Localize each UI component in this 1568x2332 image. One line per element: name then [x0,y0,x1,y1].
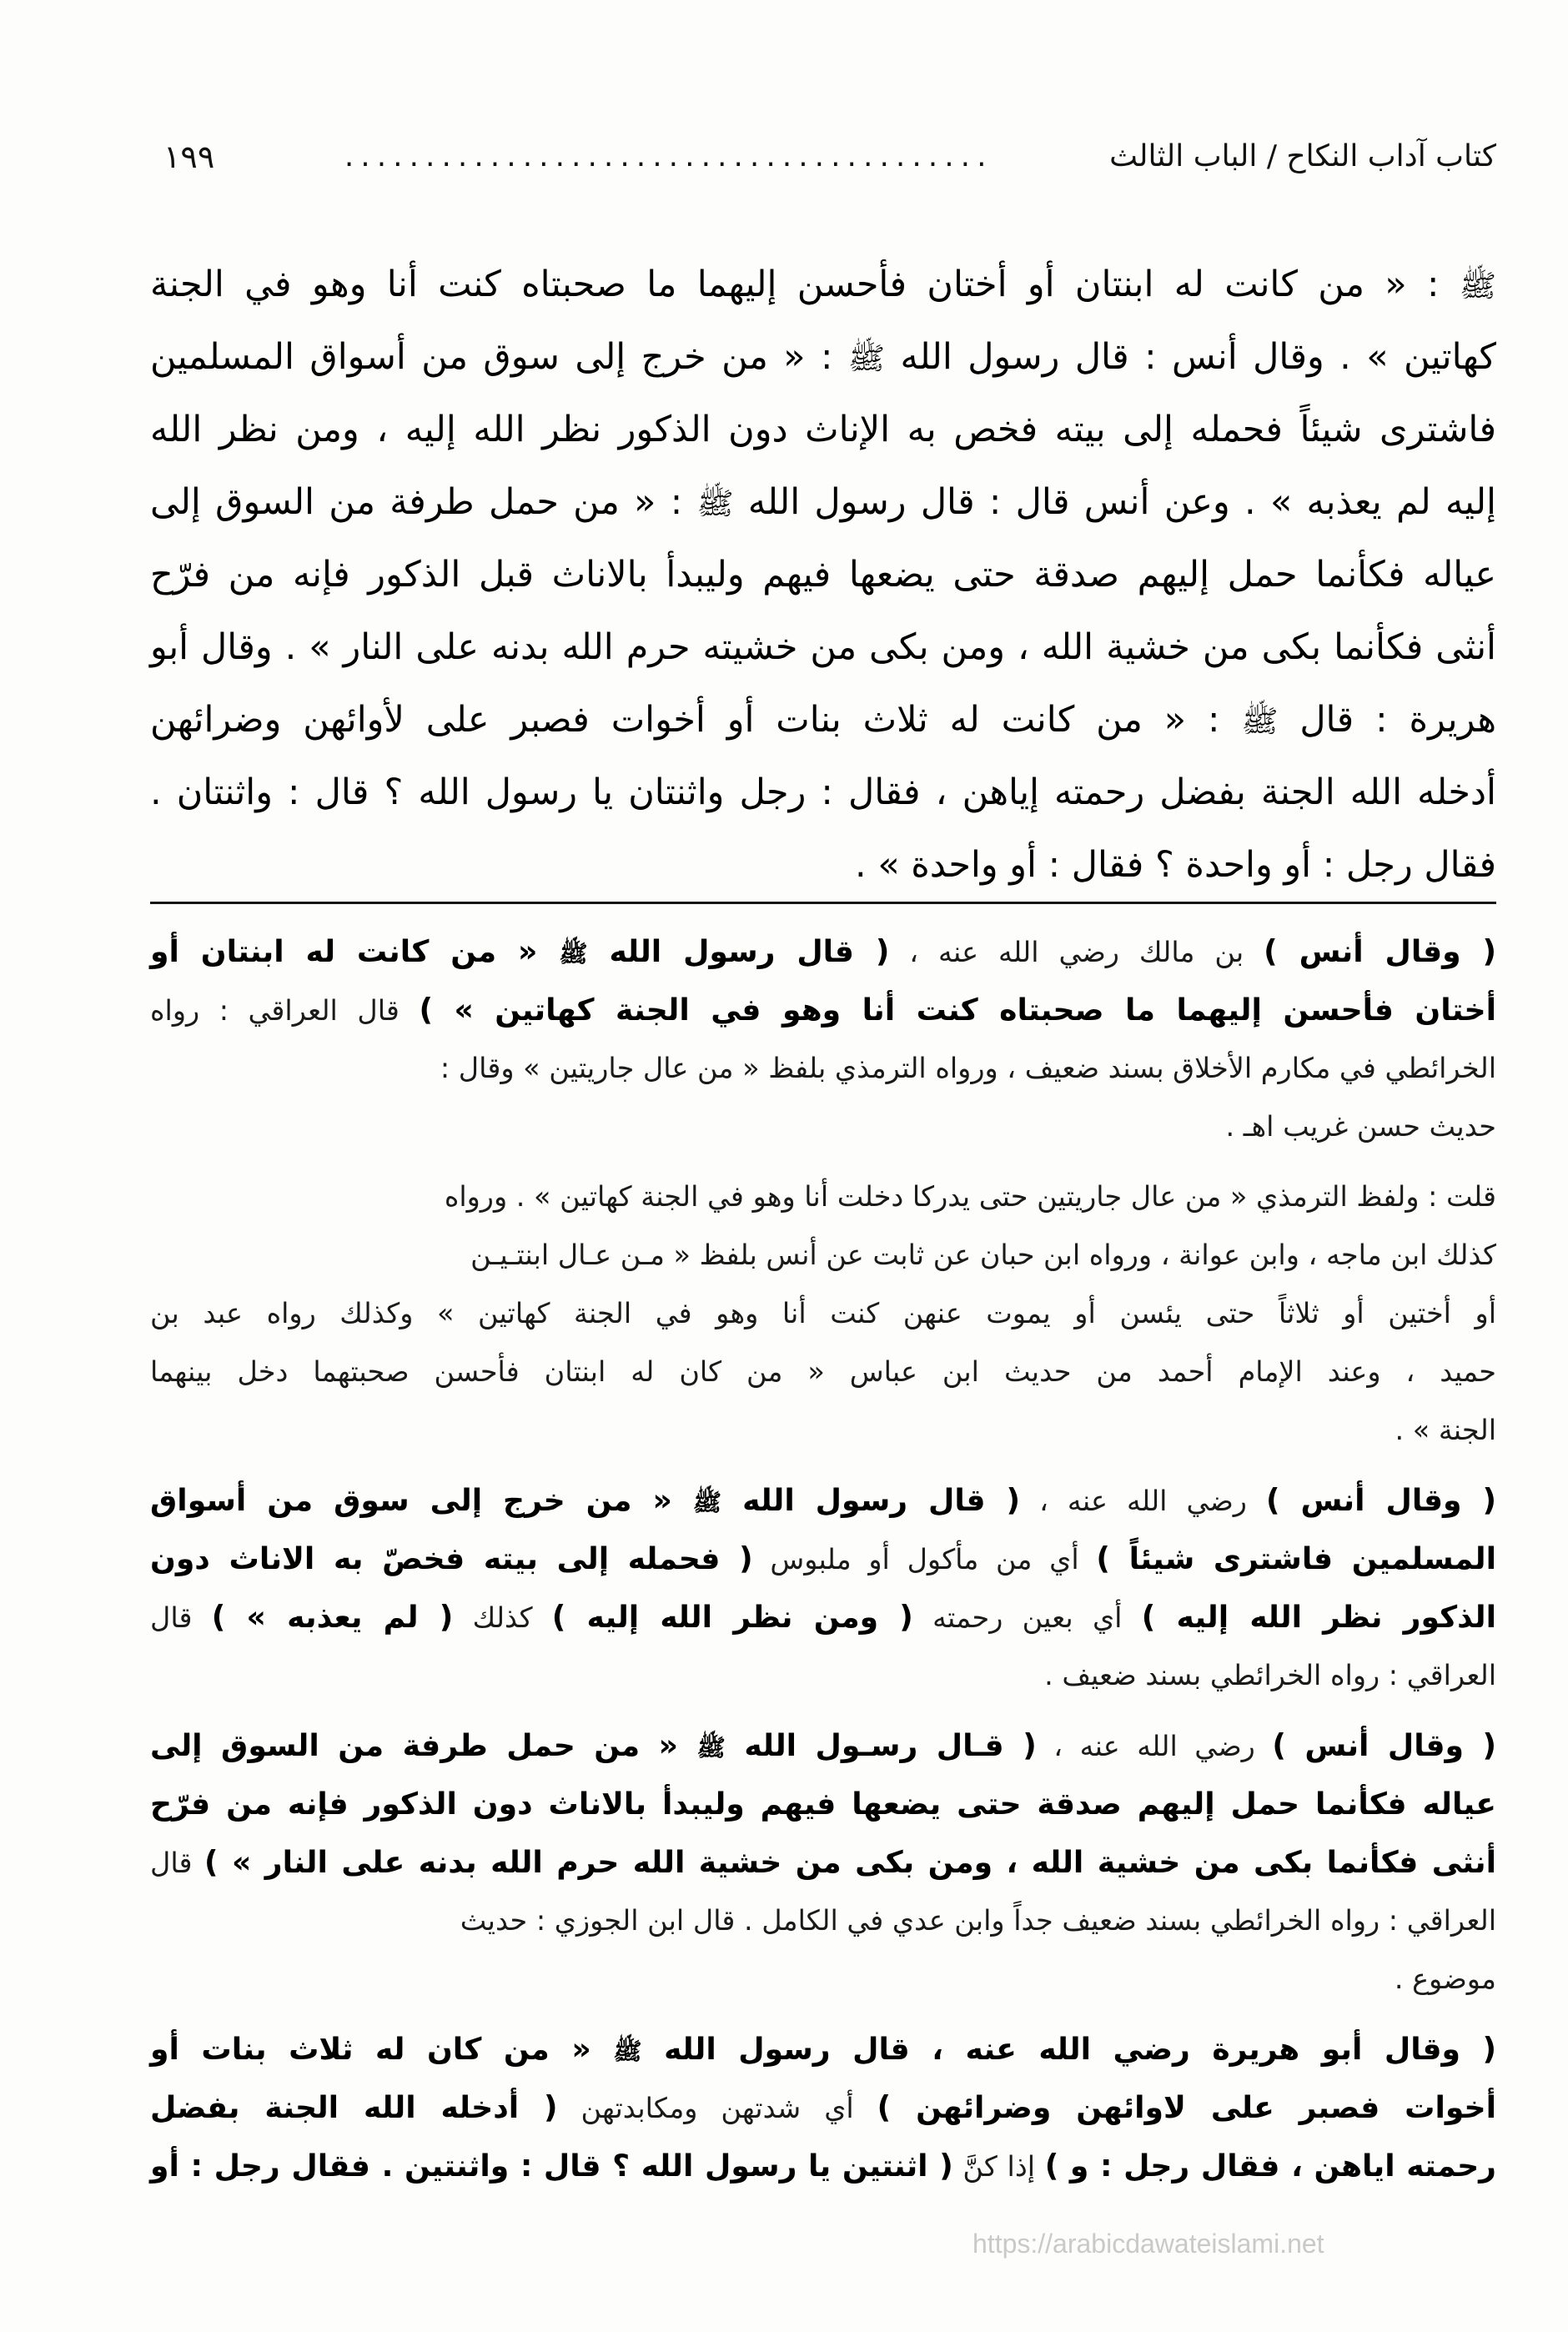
main-text [150,249,1496,902]
watermark-url: https://arabicdawateislami.net [972,2229,1324,2259]
salla-ligature: ﷺ [613,2038,642,2065]
commentary-paragraph [150,922,1496,1156]
footnote-divider [150,902,1496,904]
text-segment: هريرة : قال [1278,699,1496,741]
main-text-line [150,611,1496,684]
bold-text-segment: « من حمل طرفة من السوق إلى [150,1727,697,1763]
bold-text-segment: ( اثنتين يا رسول الله ؟ قال : واثنتين . فقال رجل : أو [150,2148,953,2184]
commentary-line [150,2020,1496,2078]
text-segment: الخرائطي في مكارم الأخلاق بسند ضعيف ، ورواه الترمذي بلفظ « من عال جاريتين » وقال : [440,1052,1496,1084]
commentary-line [150,1950,1496,2008]
bold-text-segment: ( ومن نظر الله إليه ) [551,1599,913,1635]
commentary-line [150,1098,1496,1156]
text-segment: بن مالك رضي الله عنه ، [889,936,1264,968]
bold-text-segment: أختان فأحسن إليهما ما صحبتاه كنت أنا وهو في الجنة كهاتين » ) [419,992,1496,1028]
text-segment: كهاتين » . وقال أنس : قال رسول الله [885,336,1496,378]
dot-leader: ........................................ [344,139,993,173]
commentary-line [150,1168,1496,1226]
main-text-line [150,394,1496,466]
text-segment: رضي الله عنه ، [1020,1485,1266,1517]
text-segment: قلت : ولفظ الترمذي « من عال جاريتين حتى يدركا دخلت أنا وهو في الجنة كهاتين » . ورواه [444,1180,1496,1213]
bold-text-segment: أنثى فكأنما بكى من خشية الله ، ومن بكى من خشية الله حرم الله بدنه على النار » ) [204,1844,1496,1880]
text-segment: أو أختين أو ثلاثاً حتى يئسن أو يموت عنهن كنت أنا وهو في الجنة كهاتين » وكذلك رواه عبد بن [150,1297,1496,1329]
commentary-line [150,1892,1496,1950]
text-segment: رضي الله عنه ، [1036,1730,1273,1762]
text-segment: حميد ، وعند الإمام أحمد من حديث ابن عباس « من كان له ابنتان فأحسن صحبتهما دخل بينهما [150,1355,1496,1388]
text-segment: إليه لم يعذبه » . وعن أنس قال : قال رسول الله [733,481,1496,523]
bold-text-segment: ( فحمله إلى بيته فخصّ به الاناث دون [150,1540,753,1576]
salla-ligature: ﷺ [696,1734,726,1762]
text-segment: أي بعين رحمته [912,1601,1142,1634]
main-text-line [150,684,1496,756]
bold-text-segment: عياله فكأنما حمل إليهم صدقة حتى يضعها فيهم وليبدأ بالاناث دون الذكور فإنه من فرّح [150,1786,1496,1822]
salla-ligature: ﷺ [559,940,588,967]
text-segment: قال العراقي : رواه [150,994,420,1027]
bold-text-segment: المسلمين فاشترى شيئاً ) [1096,1540,1496,1576]
commentary-paragraph [150,2020,1496,2195]
commentary-line [150,1588,1496,1646]
commentary-line [150,1343,1496,1401]
commentary-line [150,981,1496,1039]
commentary-line [150,1775,1496,1833]
text-segment: عياله فكأنما حمل إليهم صدقة حتى يضعها فيهم وليبدأ بالاناث قبل الذكور فإنه من فرّح [150,554,1496,596]
text-segment: فاشترى شيئاً فحمله إلى بيته فخص به الإناث دون الذكور نظر الله إليه ، ومن نظر الله [150,409,1496,450]
main-text-line [150,539,1496,611]
text-segment: أي من مأكول أو ملبوس [752,1543,1097,1576]
text-segment: العراقي : رواه الخرائطي بسند ضعيف . [1044,1659,1496,1691]
main-text-line [150,756,1496,829]
text-segment: كذلك [453,1601,552,1634]
text-segment: إذا كنَّ [952,2150,1045,2183]
text-segment: : « من كانت له ثلاث بنات أو أخوات فصبر على لأوائهن وضرائهن [150,699,1242,741]
bold-text-segment: « من كان له ثلاث بنات أو [150,2031,614,2067]
bold-text-segment: رحمته اياهن ، فقال رجل : و ) [1044,2148,1496,2184]
commentary-line [150,2137,1496,2195]
salla-ligature: ﷺ [1459,268,1496,304]
text-segment: فقال رجل : أو واحدة ؟ فقال : أو واحدة » . [855,844,1496,886]
commentary-line [150,1401,1496,1460]
commentary-line [150,1039,1496,1098]
commentary-paragraph [150,1716,1496,2008]
text-segment: قال [150,1847,205,1879]
text-segment: كذلك ابن ماجه ، وابن عوانة ، ورواه ابن حبان عن ثابت عن أنس بلفظ « مـن عـال ابنتـيـن [470,1239,1496,1271]
commentary [150,922,1496,2195]
text-segment: : « من حمل طرفة من السوق إلى [150,481,697,523]
salla-ligature: ﷺ [696,485,734,521]
text-segment: أدخله الله الجنة بفضل رحمته إياهن ، فقال : رجل واثنتان يا رسول الله ؟ قال : واثنتان . [150,771,1496,813]
bold-text-segment: « من خرج إلى سوق من أسواق [150,1482,693,1518]
commentary-line [150,1226,1496,1284]
text-segment: حديث حسن غريب اهـ . [1225,1110,1496,1143]
main-text-line [150,321,1496,394]
running-title: كتاب آداب النكاح / الباب الثالث [1109,139,1496,173]
bold-text-segment: ( لم يعذبه » ) [211,1599,454,1635]
main-text-line [150,466,1496,539]
commentary-line [150,2078,1496,2137]
commentary-paragraph [150,1168,1496,1460]
bold-text-segment: ( وقال أنس ) [1264,933,1497,969]
salla-ligature: ﷺ [1241,703,1279,739]
text-segment: قال [150,1601,212,1634]
salla-ligature: ﷺ [692,1489,722,1516]
commentary-line [150,1646,1496,1705]
text-segment: : « من كانت له ابنتان أو أختان فأحسن إليهما ما صحبتاه كنت أنا وهو في الجنة [150,264,1460,305]
bold-text-segment: ( وقال أنس ) [1272,1727,1497,1763]
bold-text-segment: ( وقال أنس ) [1265,1482,1497,1518]
page-number: ١٩٩ [163,138,215,175]
page-header [150,133,1496,180]
text-segment: : « من خرج إلى سوق من أسواق المسلمين [150,336,848,378]
main-text-line [150,829,1496,902]
text-segment: أنثى فكأنما بكى من خشية الله ، ومن بكى من خشيته حرم الله بدنه على النار » . وقال أبو [150,626,1496,668]
bold-text-segment: ( أدخله الله الجنة بفضل [150,2089,558,2125]
commentary-line [150,1284,1496,1343]
text-segment: العراقي : رواه الخرائطي بسند ضعيف جداً وابن عدي في الكامل . قال ابن الجوزي : حديث [460,1904,1496,1937]
bold-text-segment: الذكور نظر الله إليه ) [1141,1599,1496,1635]
bold-text-segment: ( قال رسول الله [721,1482,1021,1518]
text-segment: أي شدتهن ومكابدتهن [557,2092,877,2124]
main-text-line [150,249,1496,321]
bold-text-segment: أخوات فصبر على لاوائهن وضرائهن ) [877,2089,1496,2125]
text-segment: الجنة » . [1395,1414,1496,1446]
commentary-paragraph [150,1471,1496,1705]
commentary-line [150,1716,1496,1775]
bold-text-segment: « من كانت له ابنتان أو [150,933,560,969]
commentary-line [150,1471,1496,1530]
commentary-line [150,922,1496,981]
salla-ligature: ﷺ [847,340,886,376]
bold-text-segment: ( قـال رسـول الله [725,1727,1037,1763]
bold-text-segment: ( وقال أبو هريرة رضي الله عنه ، قال رسول الله [641,2031,1496,2067]
text-segment: موضوع . [1394,1963,1496,1995]
commentary-line [150,1833,1496,1892]
bold-text-segment: ( قال رسول الله [587,933,890,969]
commentary-line [150,1530,1496,1588]
